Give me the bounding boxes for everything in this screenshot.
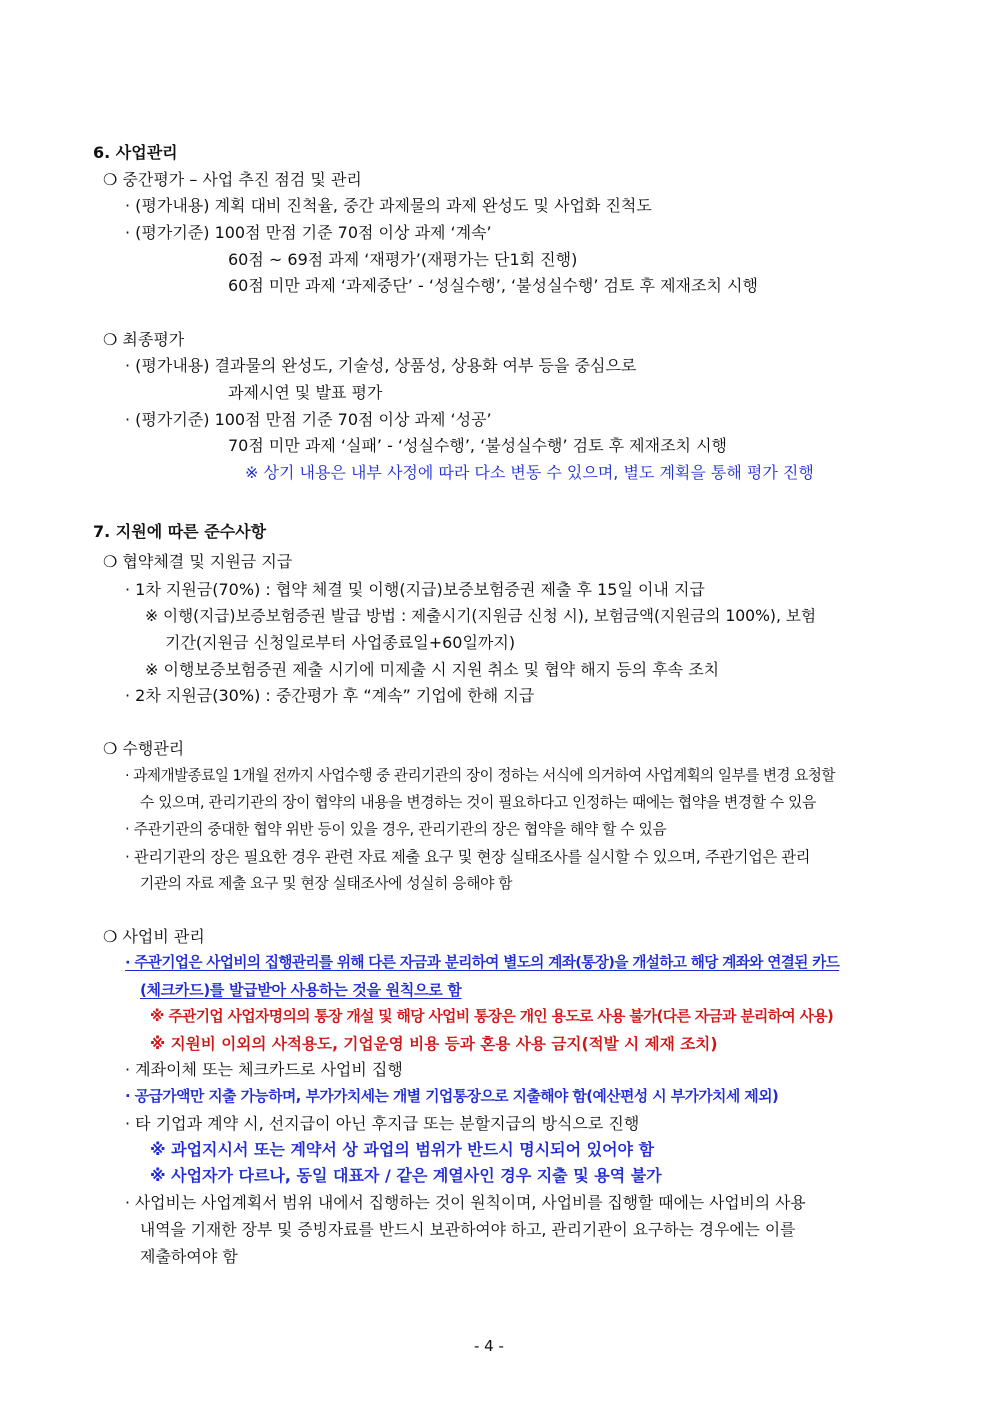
midterm-heading: ❍ 중간평가 – 사업 추진 점검 및 관리 bbox=[103, 170, 362, 189]
final-criteria-2: 70점 미만 과제 ‘실패’ - ‘성실수행’, ‘불성실수행’ 검토 후 제재조치 시행 bbox=[228, 436, 727, 455]
final-criteria-1: · (평가기준) 100점 만점 기준 70점 이상 과제 ‘성공’ bbox=[125, 410, 492, 429]
final-content-2: 과제시연 및 발표 평가 bbox=[228, 383, 383, 402]
budget-line-11: 내역을 기재한 장부 및 증빙자료를 반드시 보관하여야 하고, 관리기관이 요구하는 경우에는 이를 bbox=[140, 1220, 796, 1239]
agreement-line-4: ※ 이행보증보험증권 제출 시기에 미제출 시 지원 취소 및 협약 해지 등의 후속 조치 bbox=[145, 660, 720, 679]
execution-line-4: · 관리기관의 장은 필요한 경우 관련 자료 제출 요구 및 현장 실태조사를 실시할 수 있으며, 주관기업은 관리 bbox=[125, 848, 811, 866]
budget-line-8: ※ 과업지시서 또는 계약서 상 과업의 범위가 반드시 명시되어 있어야 함 bbox=[150, 1140, 655, 1159]
budget-line-10: · 사업비는 사업계획서 범위 내에서 집행하는 것이 원칙이며, 사업비를 집행할 때에는 사업비의 사용 bbox=[125, 1193, 806, 1212]
section-7-title: 7. 지원에 따른 준수사항 bbox=[93, 522, 267, 541]
section-6-title: 6. 사업관리 bbox=[93, 143, 178, 162]
budget-line-5: · 계좌이체 또는 체크카드로 사업비 집행 bbox=[125, 1060, 403, 1079]
budget-line-9: ※ 사업자가 다르나, 동일 대표자 / 같은 계열사인 경우 지출 및 용역 불가 bbox=[150, 1166, 662, 1185]
budget-line-3: ※ 주관기업 사업자명의의 통장 개설 및 해당 사업비 통장은 개인 용도로 사용 불가(다른 자금과 분리하여 사용) bbox=[150, 1008, 834, 1025]
execution-line-5: 기관의 자료 제출 요구 및 현장 실태조사에 성실히 응해야 함 bbox=[140, 875, 513, 892]
budget-line-2: (체크카드)를 발급받아 사용하는 것을 원칙으로 함 bbox=[140, 981, 462, 999]
agreement-line-5: · 2차 지원금(30%) : 중간평가 후 “계속” 기업에 한해 지급 bbox=[125, 686, 535, 705]
budget-line-12: 제출하여야 함 bbox=[140, 1247, 238, 1266]
final-note: ※ 상기 내용은 내부 사정에 따라 다소 변동 수 있으며, 별도 계획을 통해 평가 진행 bbox=[245, 463, 814, 482]
budget-line-1: · 주관기업은 사업비의 집행관리를 위해 다른 자금과 분리하여 별도의 계좌(통장)을 개설하고 해당 계좌와 연결된 카드 bbox=[125, 954, 840, 971]
final-content-1: · (평가내용) 결과물의 완성도, 기술성, 상품성, 상용화 여부 등을 중심으로 bbox=[125, 356, 637, 375]
final-heading: ❍ 최종평가 bbox=[103, 330, 185, 349]
budget-line-4: ※ 지원비 이외의 사적용도, 기업운영 비용 등과 혼용 사용 금지(적발 시 제재 조치) bbox=[150, 1035, 718, 1053]
page-number: - 4 - bbox=[474, 1337, 504, 1355]
agreement-line-1: · 1차 지원금(70%) : 협약 체결 및 이행(지급)보증보험증권 제출 후 15일 이내 지급 bbox=[125, 580, 705, 599]
midterm-criteria-2: 60점 ~ 69점 과제 ‘재평가’(재평가는 단1회 진행) bbox=[228, 250, 578, 269]
agreement-heading: ❍ 협약체결 및 지원금 지급 bbox=[103, 552, 293, 571]
budget-line-7: · 타 기업과 계약 시, 선지급이 아닌 후지급 또는 분할지급의 방식으로 진행 bbox=[125, 1114, 640, 1133]
execution-line-3: · 주관기관의 중대한 협약 위반 등이 있을 경우, 관리기관의 장은 협약을 해약 할 수 있음 bbox=[125, 821, 667, 838]
midterm-content: · (평가내용) 계획 대비 진척율, 중간 과제물의 과제 완성도 및 사업화 진척도 bbox=[125, 196, 652, 215]
agreement-line-2: ※ 이행(지급)보증보험증권 발급 방법 : 제출시기(지원금 신청 시), 보험금액(지원금의 100%), 보험 bbox=[145, 607, 817, 625]
midterm-criteria-3: 60점 미만 과제 ‘과제중단’ - ‘성실수행’, ‘불성실수행’ 검토 후 제재조치 시행 bbox=[228, 276, 758, 295]
execution-line-1: · 과제개발종료일 1개월 전까지 사업수행 중 관리기관의 장이 정하는 서식에 의거하여 사업계획의 일부를 변경 요청할 bbox=[125, 767, 835, 784]
execution-heading: ❍ 수행관리 bbox=[103, 739, 185, 758]
budget-line-6: · 공급가액만 지출 가능하며, 부가가치세는 개별 기업통장으로 지출해야 함(예산편성 시 부가가치세 제외) bbox=[125, 1088, 779, 1105]
execution-line-2: 수 있으며, 관리기관의 장이 협약의 내용을 변경하는 것이 필요하다고 인정하는 때에는 협약을 변경할 수 있음 bbox=[140, 794, 816, 811]
budget-heading: ❍ 사업비 관리 bbox=[103, 927, 205, 946]
agreement-line-3: 기간(지원금 신청일로부터 사업종료일+60일까지) bbox=[165, 633, 516, 652]
midterm-criteria-1: · (평가기준) 100점 만점 기준 70점 이상 과제 ‘계속’ bbox=[125, 223, 492, 242]
